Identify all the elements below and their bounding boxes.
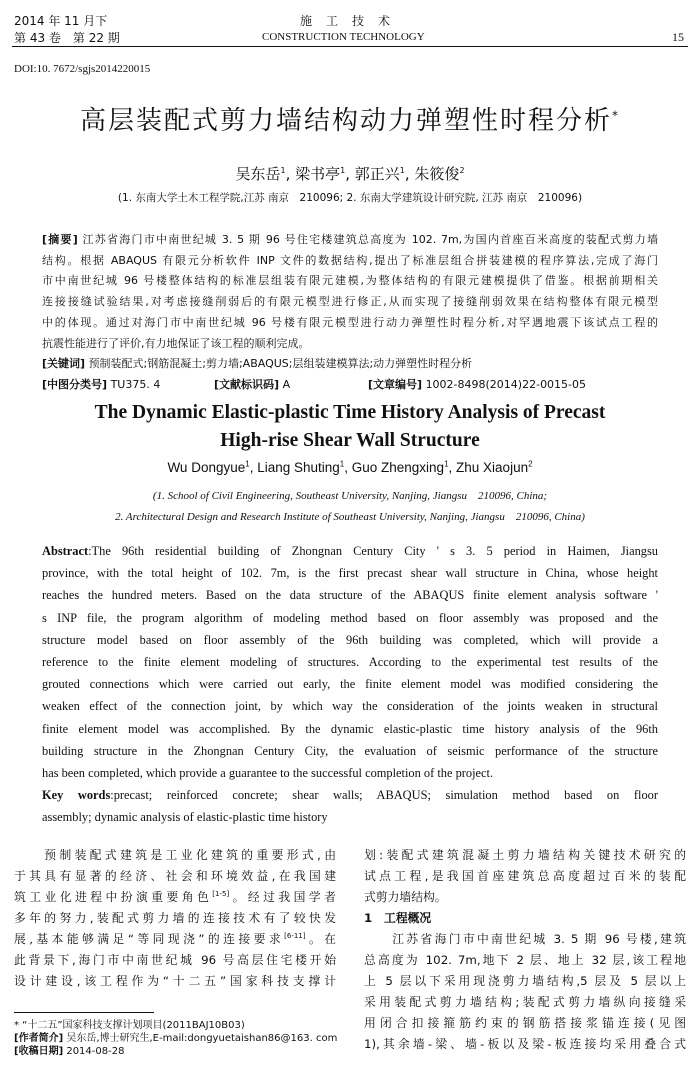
- header-date: 2014 年 11 月下: [14, 14, 108, 28]
- doc-label: [文献标识码]: [214, 377, 280, 391]
- affiliation-en: [0, 486, 700, 528]
- doc-value: A: [282, 377, 291, 391]
- affil-sup: 1: [340, 166, 346, 175]
- body-line: 设计建设,该工程作为“十二五”国家科技支撑计: [14, 974, 336, 988]
- body-line: [14, 929, 336, 950]
- body-line: 多年的努力,装配式剪力墙的连接技术有了较快发: [14, 911, 336, 925]
- authors-en: Wu Dongyue$^1$, Liang Shuting$^1$, Guo Zhengxing$^1$, Zhu Xiaojun$^2$: [167, 459, 533, 475]
- title-cn: [0, 100, 700, 137]
- body-line: 此背景下,海门市中南世纪城 96 号高层住宅楼开始: [14, 953, 336, 967]
- abstract-cn-line: 市中南世纪城 96 号楼整体结构的标准层组装有限元建模,为整体结构的有限元建模提供了借鉴。根据前期相关: [42, 274, 658, 288]
- body-line: 式剪力墙结构。: [364, 890, 447, 904]
- author-cn: 郭正兴: [354, 165, 400, 183]
- doc-code: [214, 375, 290, 396]
- section-heading: [364, 908, 686, 929]
- body-line: 试点工程,是我国首座建筑总高度超过百米的装配: [364, 869, 686, 883]
- abstract-en-line: building structure in the Zhongnan Century City, the evaluation of seismic performance of the structure: [42, 743, 658, 758]
- body-line: 江苏省海门市中南世纪城 3. 5 期 96 号楼,建筑: [364, 932, 686, 946]
- section-number: 1: [364, 911, 373, 925]
- keywords-cn-label: [关键词]: [42, 357, 86, 371]
- affiliation-en-line: (1. School of Civil Engineering, Southeast University, Nanjing, Jiangsu 210096, China;: [152, 490, 548, 502]
- abstract-en-line: s INP file, the program algorithm of modeling method based on floor assembly was proposed and the: [42, 610, 658, 625]
- author-note: [14, 1032, 344, 1045]
- author-cn: 朱筱俊: [414, 165, 460, 183]
- body-line: 上 5 层以下采用现浇剪力墙结构,5 层及 5 层以上: [364, 974, 686, 988]
- abstract-en-label: Abstract: [42, 544, 89, 558]
- body-line: 总高度为 102. 7m,地下 2 层、地上 32 层,该工程地: [364, 953, 686, 967]
- keywords-en-text: :precast; reinforced concrete; shear walls; ABAQUS; simulation method based on floor: [110, 788, 658, 803]
- keywords-cn: [42, 354, 658, 375]
- body-line: 预制装配式建筑是工业化建筑的重要形式,由: [14, 848, 336, 862]
- author-cn: 梁书亭: [295, 165, 341, 183]
- classification-row: [42, 375, 658, 395]
- body-text: 筑工业化进程中扮演重要角色: [14, 890, 213, 904]
- body-line: 1),其余墙-梁、墙-板以及梁-板连接均采用叠合式: [364, 1037, 686, 1051]
- title-en-line: The Dynamic Elastic-plastic Time History Analysis of Precast: [94, 402, 606, 423]
- received-date-text: 2014-08-28: [66, 1046, 125, 1057]
- doi: DOI:10. 7672/sgjs2014220015: [14, 63, 151, 75]
- header-journal-en: CONSTRUCTION TECHNOLOGY: [262, 31, 425, 43]
- author-en: Liang Shuting: [257, 460, 340, 475]
- body-line: 采用装配式剪力墙结构;装配式剪力墙纵向接缝采: [364, 995, 686, 1009]
- author-en: Guo Zhengxing: [351, 460, 445, 475]
- abstract-en-line: reaches the hundred meters. Based on the data structure of the ABAQUS finite element analysis software ': [42, 588, 658, 603]
- title-en-line: High-rise Shear Wall Structure: [220, 430, 480, 451]
- abstract-cn-text: 江苏省海门市中南世纪城 3. 5 期 96 号住宅楼建筑总高度为 102. 7m,为国内首座百米高度的装配式剪力墙: [82, 233, 659, 246]
- header-rule: [12, 46, 688, 47]
- body-line: [14, 887, 336, 908]
- affil-sup: 1: [339, 459, 345, 469]
- body-text: 。经过我国学者: [229, 890, 336, 904]
- title-en: [0, 399, 700, 455]
- abstract-cn-line: [42, 230, 658, 251]
- author-note-text: 吴东岳,博士研究生,E-mail:dongyuetaishan86@163. com: [66, 1033, 338, 1044]
- abstract-en-line: [42, 540, 658, 562]
- keywords-en-line: assembly; dynamic analysis of elastic-plastic time history: [42, 810, 328, 825]
- body-left-column: [14, 845, 336, 992]
- abstract-en-line: weaken effect of the connection joint, by which way the consideration of the joints weaken in structural: [42, 699, 658, 714]
- art-label: [文章编号]: [368, 377, 423, 391]
- header-journal-cn: 施 工 技 术: [300, 14, 392, 28]
- author-en: Wu Dongyue: [167, 460, 246, 475]
- abstract-en-line: has been completed, which provide a guarantee to the successful completion of the project.: [42, 766, 494, 781]
- received-date-label: [收稿日期]: [14, 1046, 64, 1057]
- affiliation-cn: (1. 东南大学土木工程学院,江苏 南京 210096; 2. 东南大学建筑设计研究院, 江苏 南京 210096): [117, 192, 583, 204]
- abstract-en-line: reference to the finite element modeling of structures. According to the experimental test results of the: [42, 655, 658, 670]
- author-en: Zhu Xiaojun: [456, 460, 529, 475]
- abstract-cn-line: 连接接缝试验结果,对考虑接缝削弱后的有限元模型进行修正,从而实现了接缝削弱效果在结构整体有限元模型: [42, 295, 658, 309]
- authors-cn: 吴东岳$^1$, 梁书亭$^1$, 郭正兴$^1$, 朱筱俊$^2$: [235, 165, 465, 183]
- body-text: 展,基本能够满足“等同现浇”的连接要求: [14, 932, 285, 946]
- citation: [1-5]: [212, 890, 230, 899]
- body-line: 于其具有显著的经济、社会和环境效益,在我国建: [14, 869, 336, 883]
- affil-sup: 2: [459, 166, 465, 175]
- author-note-label: [作者简介]: [14, 1033, 64, 1044]
- footnote-rule: [14, 1012, 154, 1013]
- header-page-number: 15: [672, 30, 684, 44]
- title-cn-text: 高层装配式剪力墙结构动力弹塑性时程分析: [79, 106, 612, 136]
- abstract-cn: [42, 230, 658, 395]
- affil-sup: 2: [528, 459, 533, 469]
- affil-sup: 1: [444, 459, 449, 469]
- abstract-cn-line: 结构。根据 ABAQUS 有限元分析软件 INP 文件的数据结构,提出了标准层组合拼装建模的程序算法,完成了海门: [42, 253, 658, 267]
- title-footnote-mark: *: [612, 108, 620, 123]
- body-text: 。在: [305, 932, 336, 946]
- keywords-en-label: Key words: [42, 788, 111, 803]
- abstract-en-line: province, with the total height of 102. 7m, is the first precast shear wall structure in China, whose height: [42, 566, 658, 581]
- section-title: 工程概况: [384, 911, 432, 925]
- keywords-cn-text: 预制装配式;钢筋混凝土;剪力墙;ABAQUS;层组装建模算法;动力弹塑性时程分析: [88, 357, 473, 371]
- body-line: 划:装配式建筑混凝土剪力墙结构关键技术研究的: [364, 848, 686, 862]
- affiliation-en-line: 2. Architectural Design and Research Institute of Southeast University, Nanjing, Jiangsu 210096, China): [115, 511, 585, 523]
- abstract-en: [42, 540, 658, 829]
- received-date: [14, 1045, 344, 1058]
- abstract-cn-label: [摘要]: [42, 233, 78, 246]
- keywords-en-line: [42, 784, 658, 806]
- abstract-en-line: finite element model was accomplished. By the dynamic elastic-plastic time history analysis of the 96th: [42, 721, 658, 736]
- abstract-en-line: grouted connections which were carried out early, the finite element model was modified considering the: [42, 677, 658, 692]
- citation: [6-11]: [284, 932, 306, 941]
- affil-sup: 1: [245, 459, 250, 469]
- body-right-column: [364, 845, 686, 1055]
- clc-code: [42, 375, 160, 396]
- clc-label: [中图分类号]: [42, 377, 108, 391]
- header-volume: 第 43 卷 第 22 期: [14, 31, 120, 45]
- affil-sup: 1: [280, 166, 286, 175]
- fund-note: * “十二五”国家科技支撑计划项目(2011BAJ10B03): [14, 1020, 245, 1031]
- affil-sup: 1: [399, 166, 405, 175]
- article-number: [368, 375, 586, 396]
- abstract-en-text: :The 96th residential building of Zhongnan Century City ' s 3. 5 period in Haimen, Jiangsu: [88, 544, 658, 558]
- art-value: 1002-8498(2014)22-0015-05: [425, 377, 587, 391]
- clc-value: TU375. 4: [110, 377, 161, 391]
- body-line: 用闭合扣接箍筋约束的钢筋搭接浆锚连接(见图: [364, 1016, 686, 1030]
- abstract-en-line: structure model based on floor assembly of the 96th building was completed, which will provide a: [42, 632, 658, 647]
- author-cn: 吴东岳: [235, 165, 281, 183]
- abstract-cn-line: 抗震性能进行了评价,有力地保证了该工程的顺利完成。: [42, 336, 310, 350]
- abstract-cn-line: 中的体现。通过对海门市中南世纪城 96 号楼有限元模型进行动力弹塑性时程分析,对罕遇地震下该试点工程的: [42, 315, 658, 329]
- footnotes: [14, 1019, 344, 1058]
